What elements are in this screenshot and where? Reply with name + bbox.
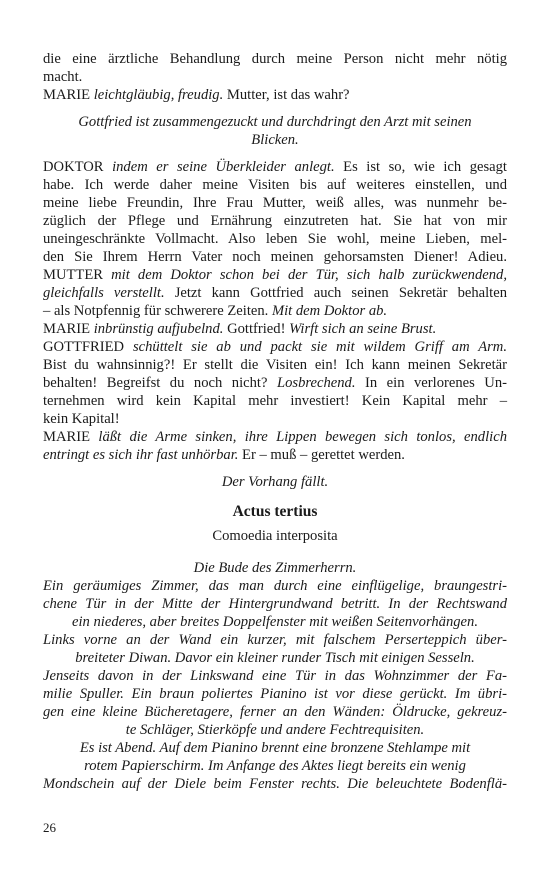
text-line (43, 194, 507, 212)
text-line (43, 68, 507, 86)
stage-direction-text: mit dem Doktor schon bei der Tür, sich halb zurückwendend, (111, 267, 507, 283)
text-segment: den Sie Ihrem Herrn Vater noch meinen gehorsamsten Diener! Adieu. (43, 249, 507, 265)
paragraph-gap (43, 149, 507, 158)
text-line (43, 473, 507, 491)
text-line (43, 158, 507, 176)
act-subtitle: Comoedia interposita (212, 528, 338, 544)
stage-direction-text: Die Bude des Zimmerherrn. (193, 560, 357, 576)
stage-direction-section (43, 559, 507, 793)
text-line (43, 392, 507, 410)
stage-direction-text: Ein geräumiges Zimmer, das man durch eine einflügelige, braungestri- (43, 578, 507, 594)
text-segment: DOKTOR (43, 159, 113, 175)
text-segment: Bist du wahnsinnig?! Er stellt die Visiten ein! Ich kann meinen Sekretär (43, 357, 507, 373)
text-line (43, 685, 507, 703)
stage-direction-text: schüttelt sie ab und packt sie mit wildem Griff am Arm. (132, 339, 507, 355)
stage-direction-text: Mondschein auf der Diele beim Fenster rechts. Die beleuchtete Bodenflä- (43, 776, 507, 792)
text-line (43, 595, 507, 613)
text-line (43, 631, 507, 649)
text-line (43, 86, 507, 104)
text-segment: GOTTFRIED (43, 339, 133, 355)
stage-direction-text: Losbrechend. (276, 375, 356, 391)
stage-direction-text: breiteter Diwan. Davor ein kleiner runder Tisch mit einigen Sesseln. (75, 650, 475, 666)
act-title: Actus tertius (232, 503, 318, 520)
text-line (43, 757, 507, 775)
stage-direction-text: indem er seine Überkleider anlegt. (112, 159, 335, 175)
text-segment: Er – muß – gerettet werden. (238, 447, 405, 463)
text-segment: Jetzt kann Gottfried auch seinen Sekretär behalten (164, 285, 507, 301)
text-line (43, 428, 507, 446)
stage-direction-text: Der Vorhang fällt. (221, 474, 329, 490)
paragraph-gap (43, 464, 507, 473)
text-line (43, 266, 507, 284)
stage-direction-text: gen eine kleine Bücheretagere, ferner an den Wänden: Öldrucke, gekreuz- (43, 704, 507, 720)
text-segment: In ein verlorenes Un- (355, 375, 507, 391)
text-line (43, 410, 507, 428)
text-line (43, 559, 507, 577)
stage-direction-text: gleichfalls verstellt. (43, 285, 165, 301)
text-segment: meine liebe Freundin, Ihre Frau Mutter, weiß alles, was nunmehr be- (43, 195, 507, 211)
text-line (43, 131, 507, 149)
text-segment: MUTTER (43, 267, 112, 283)
text-segment: MARIE (43, 429, 99, 445)
page-number: 26 (43, 820, 56, 835)
text-line (43, 230, 507, 248)
text-line (43, 212, 507, 230)
stage-direction-text: läßt die Arme sinken, ihre Lippen bewegen sich tonlos, endlich (98, 429, 507, 445)
text-segment: – als Notpfennig für schwerere Zeiten. (43, 303, 272, 319)
stage-direction-text: Blicken. (251, 132, 299, 148)
text-line (43, 248, 507, 266)
text-line (43, 50, 507, 68)
stage-direction-text: Jenseits davon in der Linkswand eine Tür in das Wohnzimmer der Fa- (43, 668, 507, 684)
text-line (43, 577, 507, 595)
stage-direction-text: leichtgläubig, freudig. (93, 87, 224, 103)
stage-direction-text: milie Spuller. Ein braun poliertes Pianino ist vor diese gerückt. Im übri- (43, 686, 507, 702)
document-page (43, 50, 507, 793)
text-segment: Es ist so, wie ich gesagt (334, 159, 507, 175)
text-segment: macht. (43, 69, 83, 85)
text-segment: die eine ärztliche Behandlung durch meine Person nicht mehr nötig (43, 51, 507, 67)
stage-direction-text: te Schläger, Stierköpfe und andere Fechtrequisiten. (125, 722, 425, 738)
text-line (43, 703, 507, 721)
text-line (43, 302, 507, 320)
text-line (43, 113, 507, 131)
text-segment: kein Kapital! (43, 411, 120, 427)
text-line (43, 320, 507, 338)
text-line (43, 446, 507, 464)
stage-direction-text: rotem Papierschirm. Im Anfange des Aktes liegt bereits ein wenig (84, 758, 466, 774)
text-line (43, 338, 507, 356)
text-segment: Mutter, ist das wahr? (223, 87, 350, 103)
text-line (43, 176, 507, 194)
text-line (43, 356, 507, 374)
text-segment: MARIE (43, 321, 94, 337)
stage-direction-text: inbrünstig aufjubelnd. (93, 321, 224, 337)
dialogue-section (43, 50, 507, 491)
text-line (43, 721, 507, 739)
text-line (43, 374, 507, 392)
text-segment: züglich der Pflege und Ernährung einzutreten hat. Sie hat von mir (43, 213, 507, 229)
text-segment: uneingeschränkte Vollmacht. Also leben Sie wohl, meine Lieben, mel- (43, 231, 507, 247)
stage-direction-text: Es ist Abend. Auf dem Pianino brennt eine bronzene Stehlampe mit (79, 740, 471, 756)
text-segment: Gottfried! (223, 321, 290, 337)
text-segment: MARIE (43, 87, 94, 103)
stage-direction-text: entringt es sich ihr fast unhörbar. (43, 447, 239, 463)
text-line (43, 649, 507, 667)
stage-direction-text: chene Tür in der Mitte der Hintergrundwand betritt. In der Rechtswand (43, 596, 507, 612)
text-line (43, 284, 507, 302)
text-segment: behalten! Begreifst du noch nicht? (43, 375, 277, 391)
stage-direction-text: ein niederes, aber breites Doppelfenster mit weißen Seitenvorhängen. (72, 614, 478, 630)
text-segment: habe. Ich werde daher meine Visiten bis auf weiteres einstellen, und (43, 177, 507, 193)
text-segment: ternehmen wird kein Kapital mehr investiert! Kein Kapital mehr – (43, 393, 507, 409)
stage-direction-text: Gottfried ist zusammengezuckt und durchdringt den Arzt mit seinen (78, 114, 472, 130)
text-line (43, 775, 507, 793)
stage-direction-text: Mit dem Doktor ab. (271, 303, 388, 319)
stage-direction-text: Links vorne an der Wand ein kurzer, mit falschem Perserteppich über- (43, 632, 507, 648)
stage-direction-text: Wirft sich an seine Brust. (289, 321, 437, 337)
text-line (43, 667, 507, 685)
text-line (43, 613, 507, 631)
paragraph-gap (43, 104, 507, 113)
text-line (43, 739, 507, 757)
